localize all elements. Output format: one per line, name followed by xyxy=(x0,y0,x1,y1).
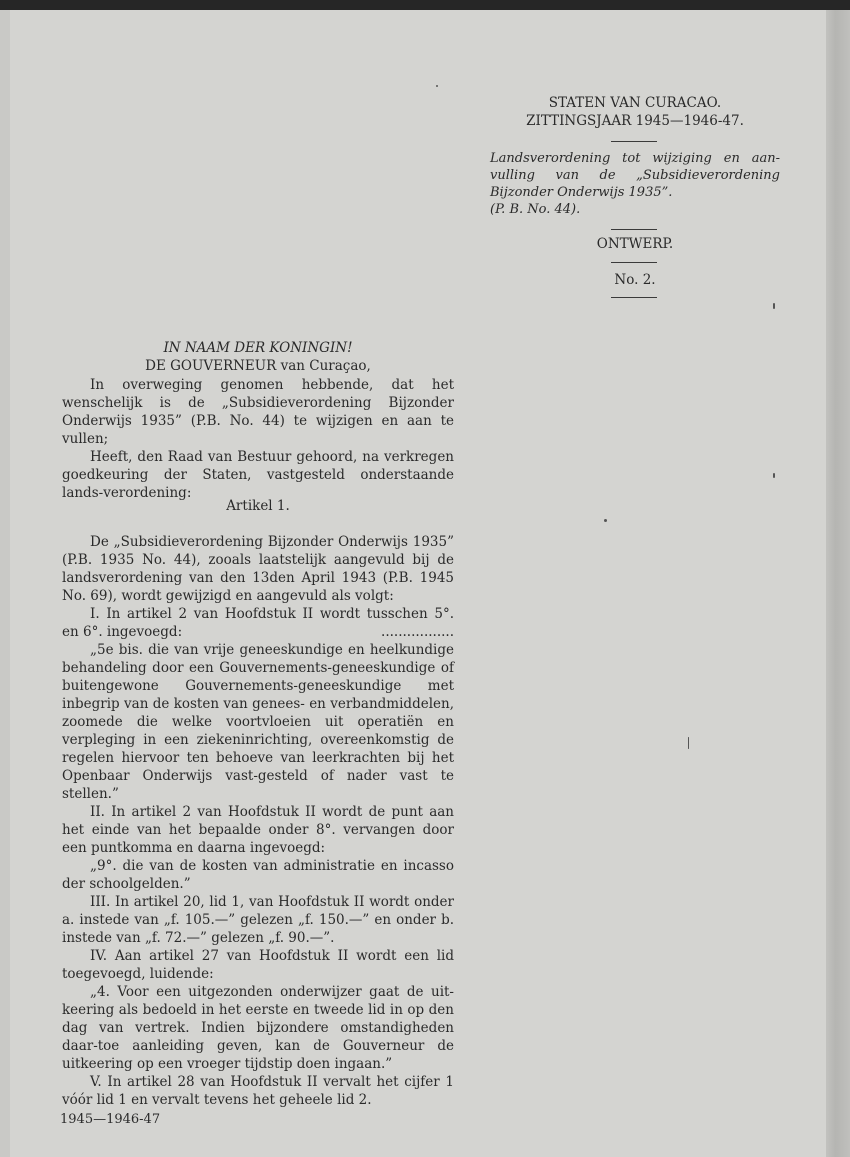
scan-speck xyxy=(773,473,775,478)
elision-dots: ................. xyxy=(381,624,454,640)
subject-line-3: Bijzonder Onderwijs 1935”. xyxy=(490,185,673,200)
amendment-i-line: I. In artikel 2 van Hoofdstuk II wordt tusschen 5°. xyxy=(90,606,454,622)
parliament-title: STATEN VAN CURACAO. xyxy=(548,95,722,111)
scan-speck xyxy=(773,303,775,309)
scan-speck xyxy=(604,519,607,522)
subject-line-4: (P. B. No. 44). xyxy=(490,202,581,217)
draft-number: No. 2. xyxy=(614,272,656,288)
article-body xyxy=(62,533,454,1109)
invocation: IN NAAM DER KONINGIN! xyxy=(163,340,353,356)
session-year: ZITTINGSJAAR 1945—1946-47. xyxy=(526,113,744,129)
enactment-paragraph: Heeft, den Raad van Bestuur gehoord, na verkregen goedkeuring der Staten, vastgesteld onderstaande lands-verordening: xyxy=(62,449,454,501)
divider xyxy=(611,297,657,298)
divider xyxy=(611,141,657,142)
footer-year: 1945—1946-47 xyxy=(60,1112,161,1127)
draft-label: ONTWERP. xyxy=(596,236,674,252)
amendment-v: V. In artikel 28 van Hoofdstuk II vervalt het cijfer 1 vóór lid 1 en vervalt tevens het geheele lid 2. xyxy=(62,1074,454,1108)
amendment-i-text: „5e bis. die van vrije geneeskundige en heelkundige behandeling door een Gouvernements-geneeskundige of buitengewone Gouvernements-geneeskundige met inbegrip van de kosten van genees- en verbandmiddelen, zoomede die welke voortvloeien uit operatiën en verpleging in een ziekeninrichting, overeenkomstig de regelen hiervoor ten behoeve van leerkrachten bij het Openbaar Onderwijs vast-gesteld of nader vast te stellen.” xyxy=(62,642,454,802)
considering-paragraph: In overweging genomen hebbende, dat het wenschelijk is de „Subsidieverordening Bijzonder Onderwijs 1935” (P.B. No. 44) te wijzigen en aan te vullen; xyxy=(62,377,454,447)
divider xyxy=(611,262,657,263)
divider xyxy=(611,229,657,230)
subject-line-1: Landsverordening tot wijziging en aan- xyxy=(490,151,780,166)
scan-speck xyxy=(436,85,438,87)
article-title: Artikel 1. xyxy=(226,498,290,514)
amendment-iv-text: „4. Voor een uitgezonden onderwijzer gaat de uit-keering als bedoeld in het eerste en tweede lid in op den dag van vertrek. Indien bijzondere omstandigheden daar-toe aanleiding geven, kan de Gouverneur de uitkeering op een vroeger tijdstip doen ingaan.” xyxy=(62,984,454,1072)
amendment-iv: IV. Aan artikel 27 van Hoofdstuk II wordt een lid toegevoegd, luidende: xyxy=(62,948,454,982)
amendment-iii: III. In artikel 20, lid 1, van Hoofdstuk II wordt onder a. instede van „f. 105.—” gelezen „f. 150.—” en onder b. instede van „f. 72.—” gelezen „f. 90.—”. xyxy=(62,894,454,946)
issuer: DE GOUVERNEUR van Curaçao, xyxy=(145,358,371,374)
article-intro: De „Subsidieverordening Bijzonder Onderwijs 1935” (P.B. 1935 No. 44), zooals laatstelijk aangevuld bij de landsverordening van den 13den April 1943 (P.B. 1945 No. 69), wordt gewijzigd en aangevuld als volgt: xyxy=(62,534,454,604)
amendment-i-row xyxy=(62,623,454,641)
scan-speck xyxy=(688,737,689,749)
amendment-i-continuation: en 6°. ingevoegd: xyxy=(62,624,183,640)
page-edge xyxy=(826,10,850,1157)
amendment-ii: II. In artikel 2 van Hoofdstuk II wordt de punt aan het einde van het bepaalde onder 8°. vervangen door een puntkomma en daarna ingevoegd: xyxy=(62,804,454,856)
subject-line-2: vulling van de „Subsidieverordening xyxy=(490,168,780,183)
preamble-text xyxy=(62,376,454,502)
amendment-ii-text: „9°. die van de kosten van administratie en incasso der schoolgelden.” xyxy=(62,858,454,892)
scan-top-border xyxy=(0,0,850,10)
